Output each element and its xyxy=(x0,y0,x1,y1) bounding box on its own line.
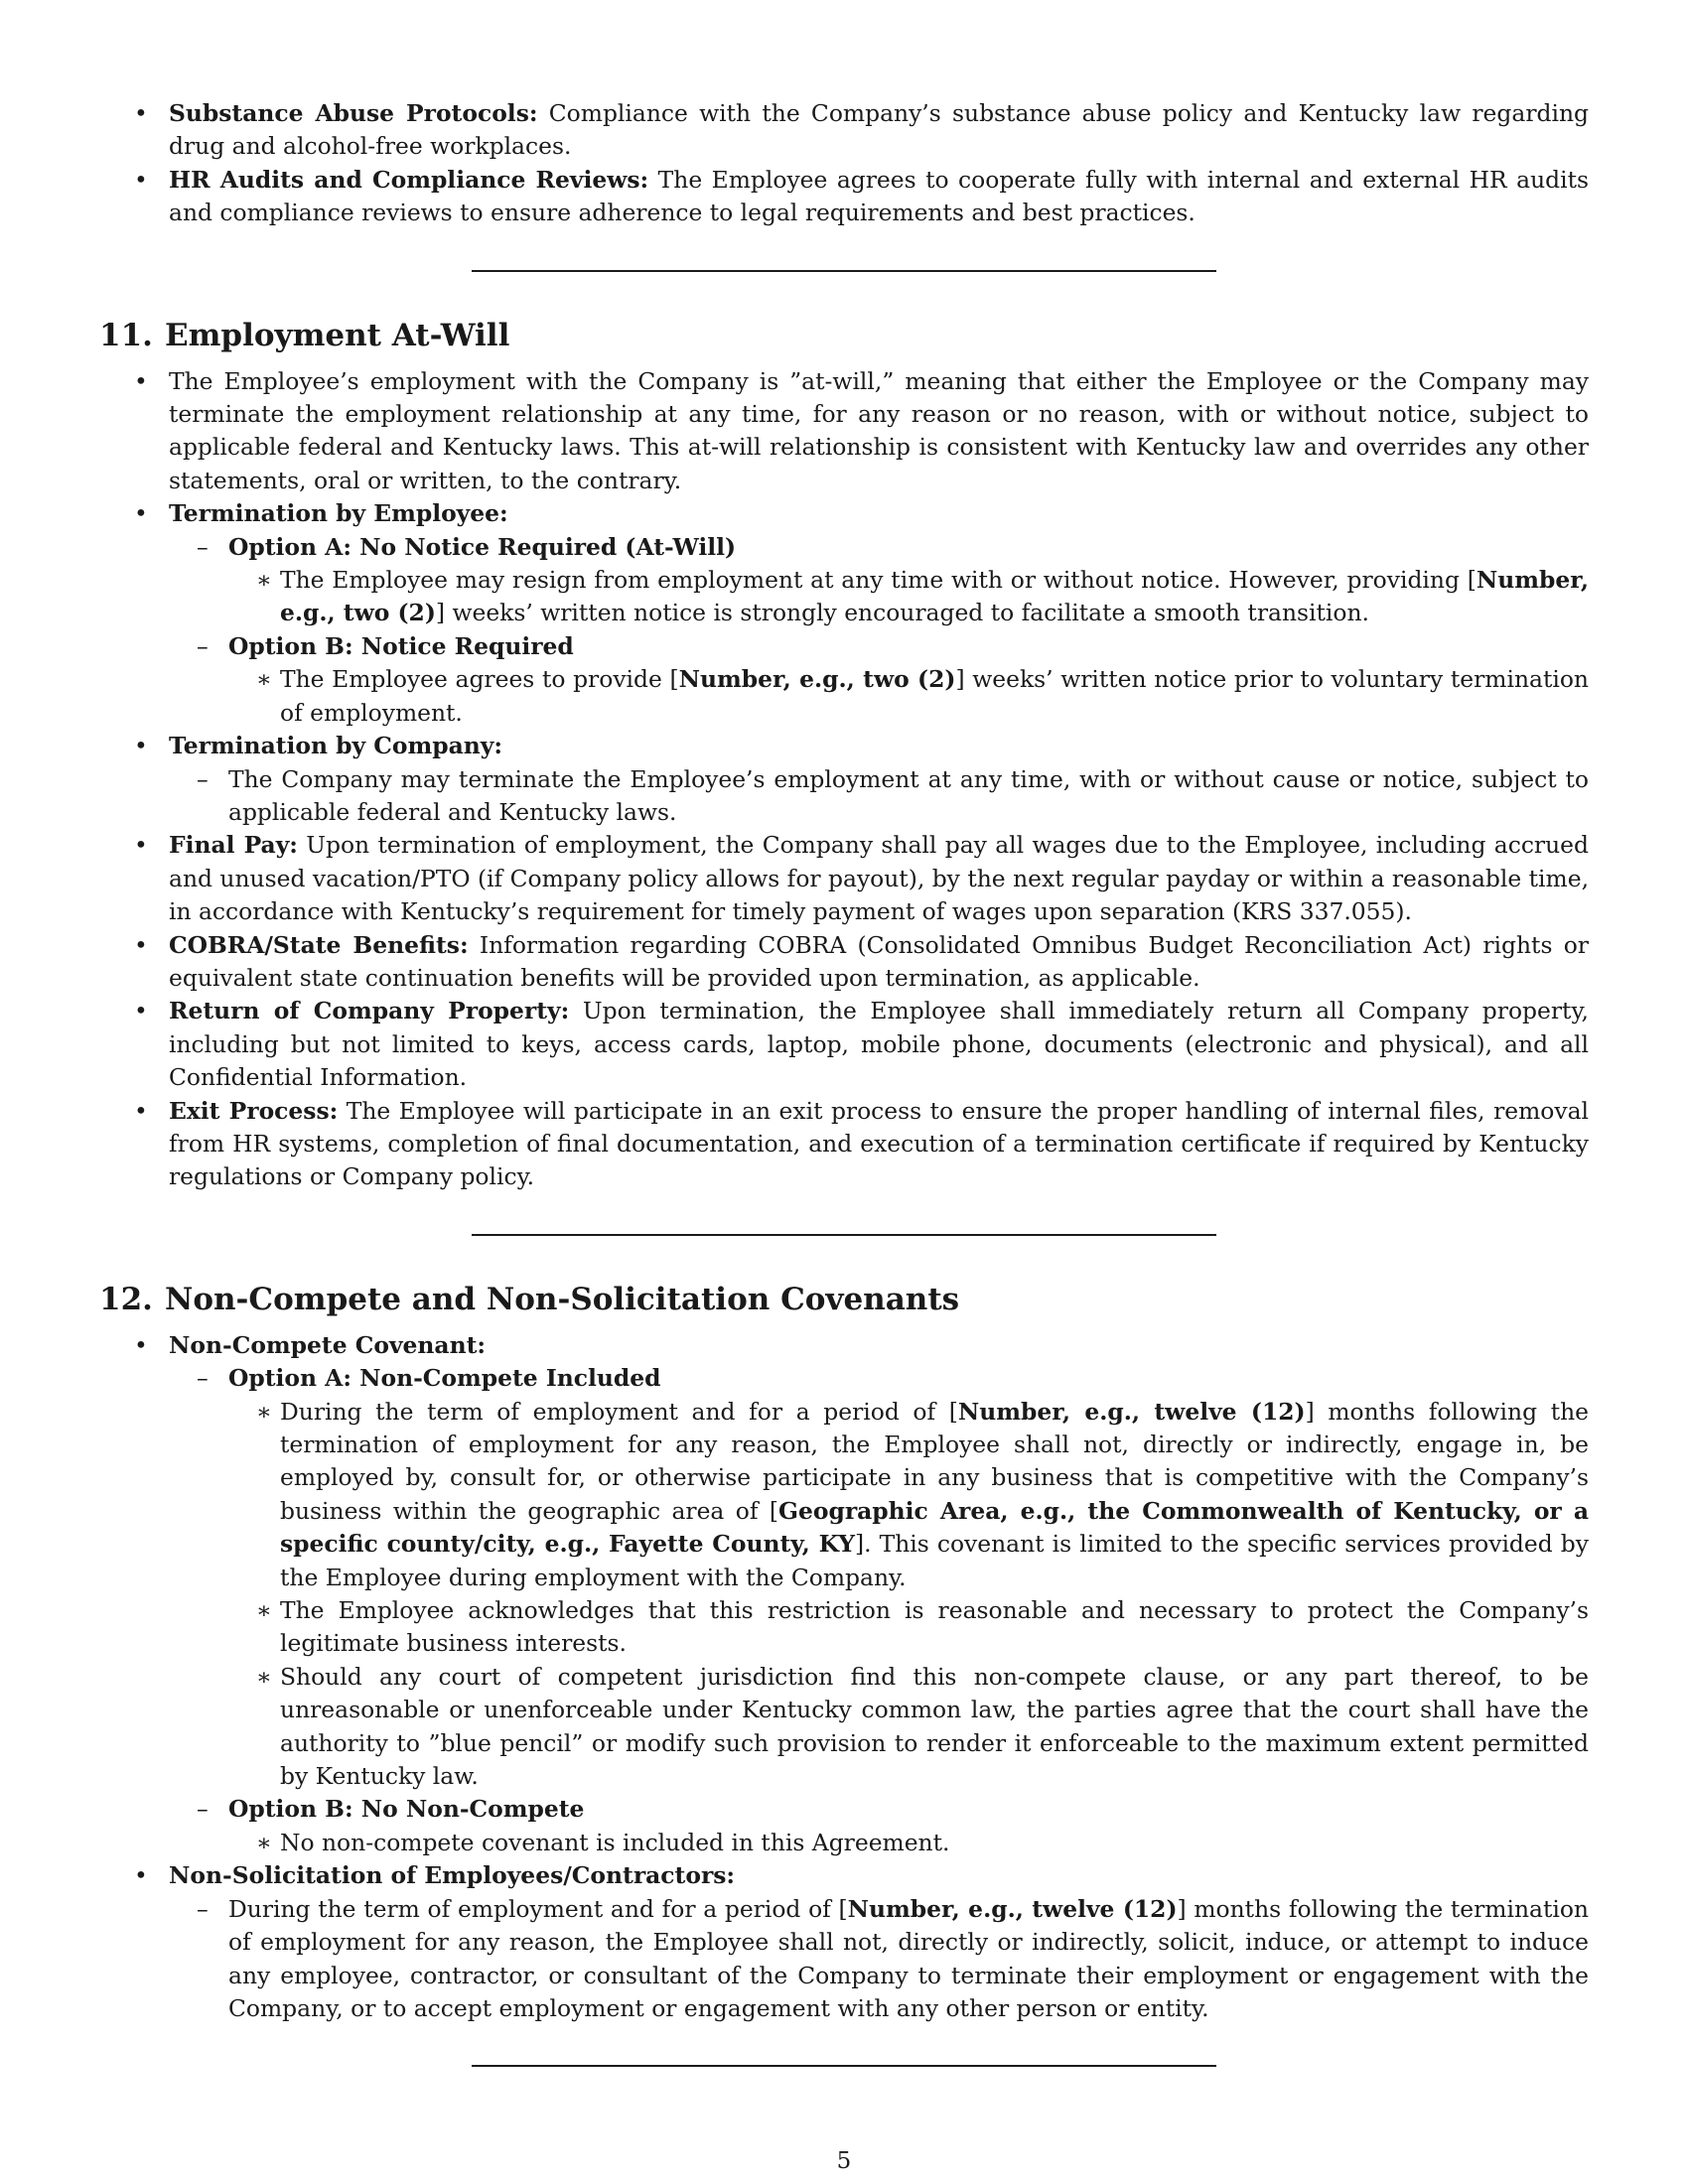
section-heading xyxy=(99,316,1589,355)
text: The Company may terminate the Employee’s employment at any time, with or without cause or notice, subject to applicable federal and Kentucky laws. xyxy=(228,764,1589,826)
sub-list xyxy=(169,763,1589,830)
section-divider xyxy=(472,270,1216,272)
text: ] months following the termination of employment for any reason, the Employee shall not, directly or indirectly, solicit, induce, or attempt to induce any employee, contractor, or consultant of the Company to terminate their employment or engagement with the Company, or to accept employment or engagement with any other person or entity. xyxy=(228,1894,1589,2022)
text: ] weeks’ written notice prior to voluntary termination of employment. xyxy=(280,665,1589,727)
section-divider xyxy=(472,2065,1216,2067)
item-label: Termination by Employee: xyxy=(169,499,508,528)
option-label: Option B: No Non-Compete xyxy=(228,1795,585,1824)
list-item xyxy=(99,497,1589,730)
placeholder-text: Number, e.g., two (2) xyxy=(280,566,1589,627)
sub-list xyxy=(169,531,1589,730)
section-12-list xyxy=(99,1329,1589,2026)
text: During the term of employment and for a period of [ xyxy=(228,1894,848,1923)
sub-item xyxy=(169,1362,1589,1793)
section-11-list xyxy=(99,365,1589,1194)
section-title: Employment At-Will xyxy=(165,317,510,353)
item-label: Non-Compete Covenant: xyxy=(169,1330,487,1359)
sub-list xyxy=(169,1893,1589,2026)
option-label: Option B: Notice Required xyxy=(228,631,574,660)
text: ] months following the termination of employment for any reason, the Employee shall not, directly or indirectly, engage in, be employed by, consult for, or otherwise participate in any business that is competitive with the Company’s business within the geographic area of [ xyxy=(280,1397,1589,1525)
list-item xyxy=(99,829,1589,928)
sub-sub-item xyxy=(228,663,1589,730)
text: During the term of employment and for a period of [ xyxy=(280,1397,958,1426)
sub-sub-list xyxy=(228,663,1589,730)
list-item xyxy=(99,164,1589,230)
text: The Employee may resign from employment at any time with or without notice. However, providing [ xyxy=(280,566,1477,595)
list-item xyxy=(99,1859,1589,2025)
item-label: HR Audits and Compliance Reviews: xyxy=(169,165,649,194)
section-heading xyxy=(99,1280,1589,1319)
item-label: Return of Company Property: xyxy=(169,997,570,1025)
placeholder-text: Geographic Area, e.g., the Commonwealth of Kentucky, or a specific county/city, e.g., Fayette County, KY xyxy=(280,1496,1590,1559)
text: No non-compete covenant is included in this Agreement. xyxy=(280,1828,950,1856)
item-text: Upon termination, the Employee shall immediately return all Company property, including but not limited to keys, access cards, laptop, mobile phone, documents (electronic and physical), and all Confidential Information. xyxy=(169,997,1589,1092)
item-text: The Employee agrees to cooperate fully with internal and external HR audits and compliance reviews to ensure adherence to legal requirements and best practices. xyxy=(169,165,1590,227)
text: The Employee agrees to provide [ xyxy=(280,665,679,694)
list-item xyxy=(99,929,1589,996)
sub-item xyxy=(169,531,1589,630)
item-text: The Employee will participate in an exit process to ensure the proper handling of internal files, removal from HR systems, completion of final documentation, and execution of a termination certificate if required by Kentucky regulations or Company policy. xyxy=(169,1096,1590,1191)
item-label: Exit Process: xyxy=(169,1096,339,1125)
item-text: Upon termination of employment, the Company shall pay all wages due to the Employee, including accrued and unused vacation/PTO (if Company policy allows for payout), by the next regular payday or within a reasonable time, in accordance with Kentucky’s requirement for timely payment of wages upon separation (KRS 337.055). xyxy=(169,831,1589,926)
option-label: Option A: No Notice Required (At-Will) xyxy=(228,532,737,561)
section-divider xyxy=(472,1234,1216,1236)
page-number: 5 xyxy=(836,2148,852,2174)
item-label: Termination by Company: xyxy=(169,732,502,760)
item-text: Compliance with the Company’s substance abuse policy and Kentucky law regarding drug and alcohol-free workplaces. xyxy=(169,99,1589,161)
list-item xyxy=(99,97,1589,164)
sub-sub-item xyxy=(228,1661,1589,1794)
item-text: Information regarding COBRA (Consolidated Omnibus Budget Reconciliation Act) rights or equivalent state continuation benefits will be provided upon termination, as applicable. xyxy=(169,930,1589,992)
placeholder-text: Number, e.g., twelve (12) xyxy=(847,1894,1178,1923)
item-label: COBRA/State Benefits: xyxy=(169,930,469,959)
placeholder-text: Number, e.g., two (2) xyxy=(678,665,956,694)
sub-sub-list xyxy=(228,564,1589,630)
page-content xyxy=(99,97,1589,2067)
sub-item xyxy=(169,1793,1589,1859)
sub-item xyxy=(169,1893,1589,2026)
sub-item xyxy=(169,630,1589,730)
sub-sub-item xyxy=(228,564,1589,630)
sub-sub-list xyxy=(228,1396,1589,1794)
section-title: Non-Compete and Non-Solicitation Covenants xyxy=(165,1281,960,1317)
item-label: Non-Solicitation of Employees/Contractors: xyxy=(169,1861,736,1890)
list-item xyxy=(99,365,1589,498)
text: The Employee acknowledges that this restriction is reasonable and necessary to protect the Company’s legitimate business interests. xyxy=(280,1596,1589,1658)
item-label: Substance Abuse Protocols: xyxy=(169,99,538,127)
text: Should any court of competent jurisdiction find this non-compete clause, or any part thereof, to be unreasonable or unenforceable under Kentucky common law, the parties agree that the court shall have the authority to ”blue pencil” or modify such provision to render it enforceable to the maximum extent permitted by Kentucky law. xyxy=(280,1662,1589,1791)
list-item xyxy=(99,730,1589,829)
sub-sub-list xyxy=(228,1827,1589,1859)
placeholder-text: Number, e.g., twelve (12) xyxy=(957,1397,1306,1426)
sub-sub-item xyxy=(228,1396,1589,1594)
top-list xyxy=(99,97,1589,230)
option-label: Option A: Non-Compete Included xyxy=(228,1364,661,1393)
item-text: The Employee’s employment with the Company is ”at-will,” meaning that either the Employee or the Company may terminate the employment relationship at any time, for any reason or no reason, with or without notice, subject to applicable federal and Kentucky laws. This at-will relationship is consistent with Kentucky law and overrides any other statements, oral or written, to the contrary. xyxy=(169,366,1589,494)
sub-list xyxy=(169,1362,1589,1859)
text: ] weeks’ written notice is strongly encouraged to facilitate a smooth transition. xyxy=(435,599,1369,627)
item-label: Final Pay: xyxy=(169,831,298,860)
sub-item xyxy=(169,763,1589,830)
list-item xyxy=(99,995,1589,1094)
list-item xyxy=(99,1095,1589,1194)
section-number: 11. xyxy=(99,317,153,353)
list-item xyxy=(99,1329,1589,1860)
sub-sub-item xyxy=(228,1594,1589,1661)
section-number: 12. xyxy=(99,1281,153,1317)
sub-sub-item xyxy=(228,1827,1589,1859)
text: ]. This covenant is limited to the specific services provided by the Employee during employment with the Company. xyxy=(280,1530,1589,1591)
